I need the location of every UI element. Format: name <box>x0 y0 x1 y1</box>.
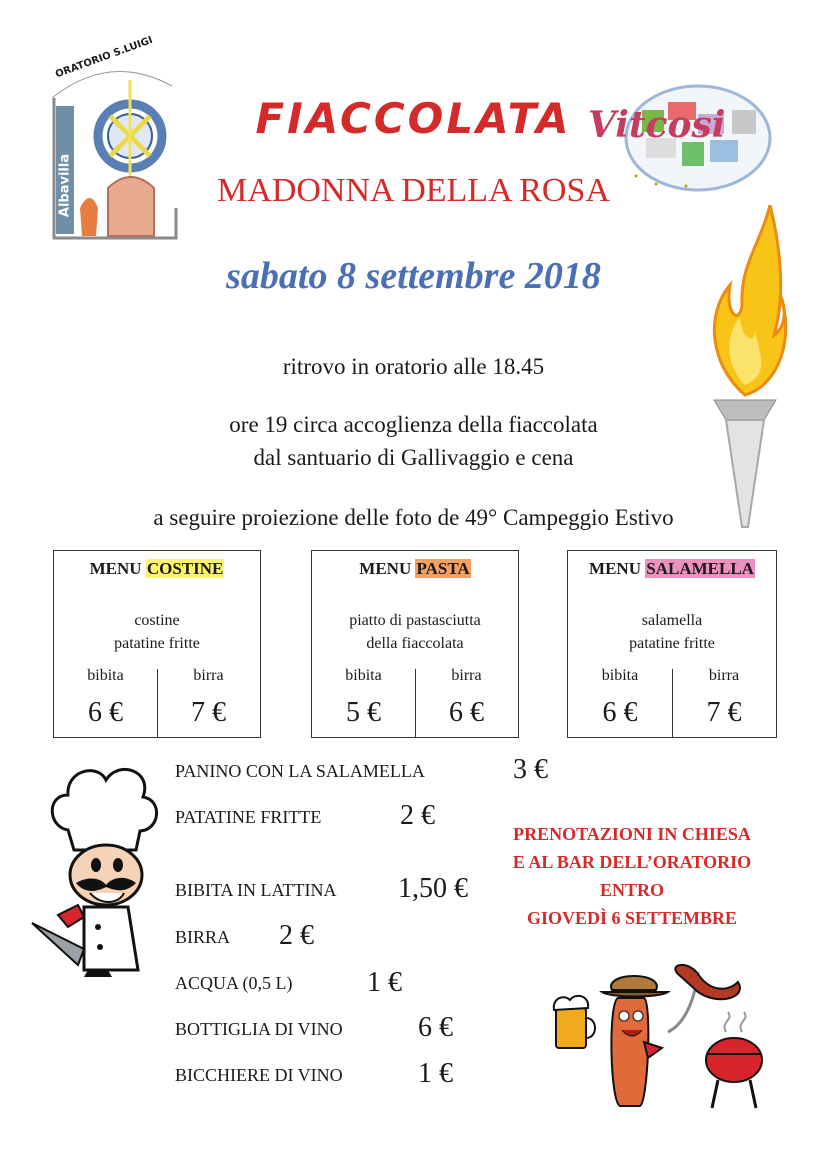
option-bibita-price: 5 € <box>346 697 381 728</box>
menu-desc-line: piatto di pastasciutta <box>349 612 481 629</box>
event-subtitle: MADONNA DELLA ROSA <box>217 172 610 209</box>
info-meeting: ritrovo in oratorio alle 18.45 <box>282 354 545 379</box>
reservation-line: ENTRO <box>599 880 664 900</box>
option-birra-label: birra <box>193 667 224 684</box>
item-label: BIBITA IN LATTINA <box>175 880 337 900</box>
option-bibita-label: bibita <box>87 667 124 684</box>
menu-name: PASTA <box>416 559 470 578</box>
reservation-line: PRENOTAZIONI IN CHIESA <box>513 824 751 844</box>
info-welcome: ore 19 circa accoglienza della fiaccolata <box>229 412 598 437</box>
item-price: 6 € <box>418 1012 453 1043</box>
item-price: 2 € <box>400 800 435 831</box>
item-label: PATATINE FRITTE <box>175 807 322 827</box>
item-label: PANINO CON LA SALAMELLA <box>175 761 425 781</box>
menu-salamella-card <box>567 550 777 738</box>
item-label: ACQUA (0,5 L) <box>175 973 293 993</box>
option-birra-label: birra <box>708 667 740 684</box>
option-birra-price: 7 € <box>706 697 742 728</box>
option-birra-price: 7 € <box>191 697 226 728</box>
reservation-notice <box>476 820 788 932</box>
menu-name: SALAMELLA <box>646 559 754 578</box>
event-date: sabato 8 settembre 2018 <box>226 255 601 297</box>
item-price: 1 € <box>367 967 402 998</box>
menu-name: COSTINE <box>146 559 224 578</box>
option-birra-price: 6 € <box>449 697 484 728</box>
event-title: FIACCOLATA <box>255 94 572 143</box>
item-price: 3 € <box>513 754 548 785</box>
logo-side-text: Albavilla <box>57 153 73 218</box>
menu-costine-card <box>53 550 261 738</box>
menu-pasta-card <box>311 550 519 738</box>
menu-desc-line: patatine fritte <box>629 635 715 652</box>
menu-prefix: MENU <box>589 559 641 578</box>
item-price: 1 € <box>418 1058 453 1089</box>
info-projection: a seguire proiezione delle foto de 49° Campeggio Estivo <box>153 505 674 530</box>
menu-prefix: MENU <box>359 559 412 578</box>
menu-desc-line: costine <box>134 612 180 629</box>
menu-desc-line: della fiaccolata <box>366 635 464 652</box>
item-label: BICCHIERE DI VINO <box>175 1065 343 1085</box>
reservation-line: GIOVEDÌ 6 SETTEMBRE <box>526 908 738 928</box>
option-bibita-price: 6 € <box>88 697 123 728</box>
sausage-mascot-icon <box>548 962 778 1112</box>
menu-prefix: MENU <box>89 559 142 578</box>
option-bibita-price: 6 € <box>602 697 638 728</box>
menu-desc-line: patatine fritte <box>114 635 200 652</box>
option-birra-label: birra <box>451 667 482 684</box>
item-price: 1,50 € <box>398 873 468 904</box>
info-sanctuary: dal santuario di Gallivaggio e cena <box>253 445 574 470</box>
option-bibita-label: bibita <box>345 667 382 684</box>
item-label: BIRRA <box>175 927 231 947</box>
logo-arc-text: ORATORIO S.LUIGI <box>54 34 155 81</box>
reservation-line: E AL BAR DELL’ORATORIO <box>512 852 752 872</box>
menu-desc-line: salamella <box>641 612 703 629</box>
chef-icon <box>28 755 168 980</box>
oratorio-logo <box>50 34 180 244</box>
item-label: BOTTIGLIA DI VINO <box>175 1019 343 1039</box>
item-price: 2 € <box>279 920 314 951</box>
vitcosi-logo-text: Vitcosi <box>588 104 726 146</box>
option-bibita-label: bibita <box>601 667 639 684</box>
